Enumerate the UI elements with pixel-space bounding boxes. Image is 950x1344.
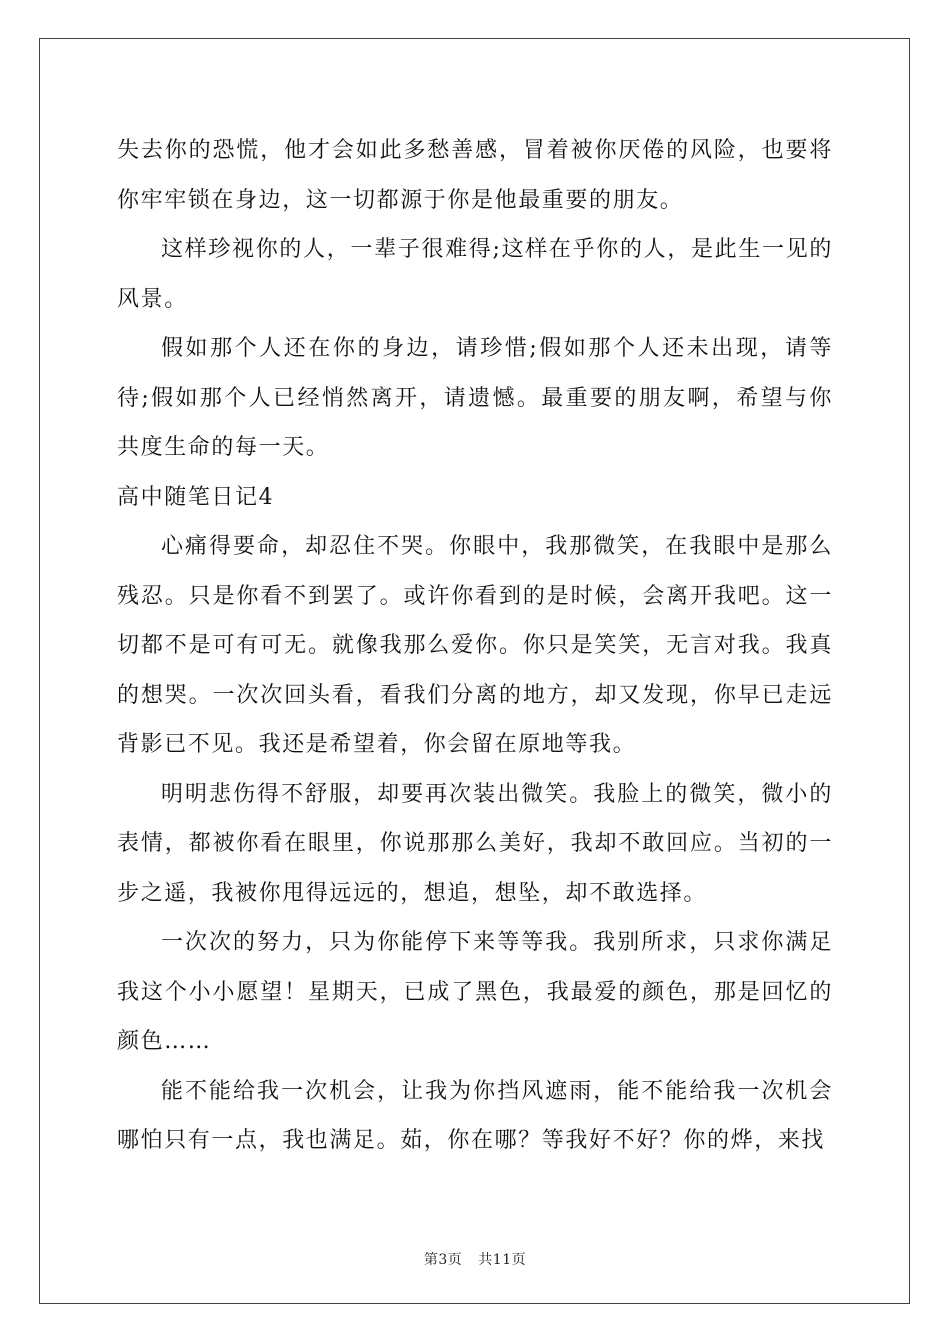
paragraph: 假如那个人还在你的身边，请珍惜;假如那个人还未出现，请等待;假如那个人已经悄然离开，请遗憾。最重要的朋友啊，希望与你共度生命的每一天。 xyxy=(117,336,833,460)
paragraph: 一次次的努力，只为你能停下来等等我。我别所求，只求你满足我这个小小愿望！星期天，已成了黑色，我最爱的颜色，那是回忆的颜色…… xyxy=(117,930,833,1054)
paragraph: 心痛得要命，却忍住不哭。你眼中，我那微笑，在我眼中是那么残忍。只是你看不到罢了。或许你看到的是时候，会离开我吧。这一切都不是可有可无。就像我那么爱你。你只是笑笑，无言对我。我真的想哭。一次次回头看，看我们分离的地方，却又发现，你早已走远背影已不见。我还是希望着，你会留在原地等我。 xyxy=(117,534,833,757)
paragraph-continuation: 失去你的恐慌，他才会如此多愁善感，冒着被你厌倦的风险，也要将你牢牢锁在身边，这一切都源于你是他最重要的朋友。 xyxy=(117,138,833,213)
current-page-label: 第3页 xyxy=(423,1252,463,1268)
document-body xyxy=(117,126,833,1166)
page-footer xyxy=(0,1249,950,1269)
total-pages-label: 共11页 xyxy=(478,1252,527,1268)
section-heading: 高中随笔日记4 xyxy=(117,484,275,510)
paragraph: 这样珍视你的人，一辈子很难得;这样在乎你的人，是此生一见的风景。 xyxy=(117,237,833,312)
paragraph: 能不能给我一次机会，让我为你挡风遮雨，能不能给我一次机会哪怕只有一点，我也满足。茹，你在哪？等我好不好？你的烨，来找 xyxy=(117,1078,833,1153)
paragraph: 明明悲伤得不舒服，却要再次装出微笑。我脸上的微笑，微小的表情，都被你看在眼里，你说那那么美好，我却不敢回应。当初的一步之遥，我被你甩得远远的，想追，想坠，却不敢选择。 xyxy=(117,781,833,906)
